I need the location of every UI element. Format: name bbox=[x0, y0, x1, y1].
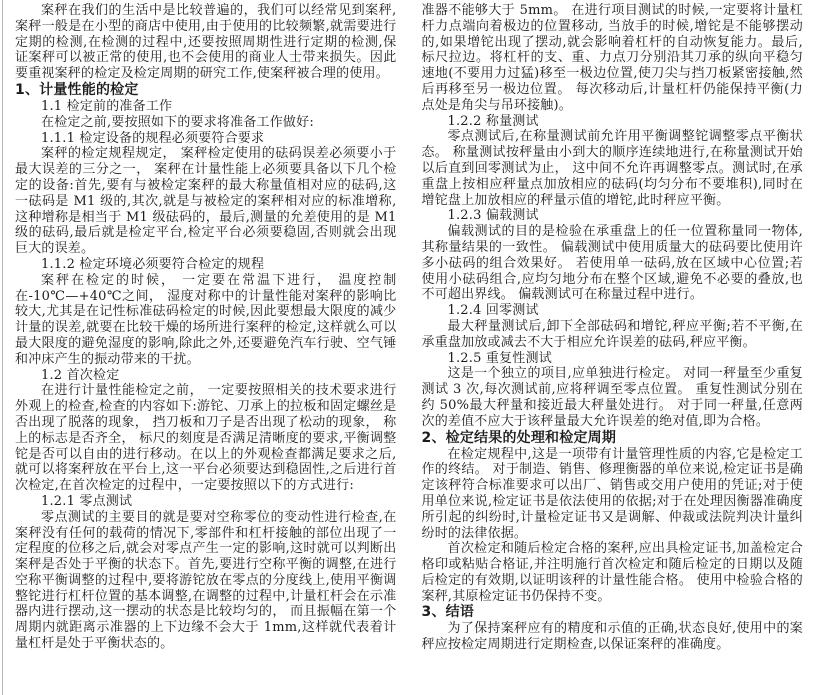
body-paragraph: 零点测试的主要目的就是要对空称零位的变动性进行检查,在案秤没有任何的载荷的情况下,零部件和杠杆接触的部位出现了一定程度的位移之后,就会对零点产生一定的影响,这时就可以判断出案秤是否处于平衡的状态下。首先,要进行空称平衡的调整,在进行空称平衡调整的过程中,要将游铊放在零点的分度线上,使用平衡调整铊进行杠杆位置的基本调整,在调整的过程中,计量杠杆会在示准器内进行摆动,这一摆动的状态是比较均匀的， 而且振幅在第一个周期内就距离示准器的上下边缘不会大于 1mm,这样就代表着计量杠杆是处于平衡状态的。 bbox=[15, 509, 397, 652]
two-column-layout bbox=[15, 3, 803, 653]
body-paragraph: 在检定之前,要按照如下的要求将准备工作做好: bbox=[41, 114, 314, 130]
subsection-heading: 1.2.1 零点测试 bbox=[41, 493, 133, 509]
body-paragraph: 为了保持案秤应有的精度和示值的正确,状态良好,使用中的案秤应按检定周期进行定期检查,以保证案秤的准确度。 bbox=[421, 621, 803, 653]
continued-paragraph: 准器不能够大于 5mm。 在进行项目测试的时候,一定要将计量杠杆力点端向着极边的位置移动, 当放手的时候,增铊是不能够摆动的,如果增铊出现了摆动,就会影响着杠杆的自动恢复能力。最后,标尺拉边。将杠杆的支、重、力点刀分别沿其刀承的纵向平稳匀速地(不要用力过猛)移至一极边位置,使刀尖与挡刀板紧密接触,然后再移至另一极边位置。 每次移动后,计量杠杆仍能保持平衡(力点处是角尖与吊环接触)。 bbox=[421, 3, 803, 113]
body-paragraph: 最大秤量测试后,卸下全部砝码和增铊,秤应平衡;若不平衡,在承重盘加放或减去不大于相应允许误差的砝码,秤应平衡。 bbox=[421, 318, 803, 350]
section-heading: 3、结语 bbox=[421, 604, 475, 621]
subsection-heading: 1.2 首次检定 bbox=[41, 367, 120, 383]
body-paragraph: 偏载测试的目的是检验在承重盘上的任一位置称量同一物体,其称量结果的一致性。 偏载测试中使用质量大的砝码要比使用许多小砝码的组合效果好。 若使用单一砝码,放在区域中心位置;若使用小砝码组合,应均匀地分布在整个区域,避免不必要的叠放,也不可超出界线。 偏载测试可在称量过程中进行。 bbox=[421, 224, 803, 303]
right-column bbox=[422, 3, 804, 653]
body-paragraph: 首次检定和随后检定合格的案秤,应出具检定证书,加盖检定合格印或粘贴合格证,并注明施行首次检定和随后检定的日期以及随后检定的有效期,以证明该秤的计量性能合格。 使用中检验合格的案秤,其原检定证书仍保持不变。 bbox=[421, 541, 803, 604]
subsection-heading: 1.2.4 回零测试 bbox=[447, 303, 539, 319]
body-paragraph: 案秤在我们的生活中是比较普遍的，我们可以经常见到案秤,案秤一般是在小型的商店中使用,由于使用的比较频繁,就需要进行定期的检测,在检测的过程中,还要按照周期性进行定期的检测,保证案秤可以被正常的使用,也不会使用的商业人士带来损失。因此要重视案秤的检定及检定周期的研究工作,使案秤被合理的使用。 bbox=[15, 3, 397, 82]
page-edge-rule bbox=[2, 0, 3, 695]
body-paragraph: 这是一个独立的项目,应单独进行检定。 对同一秤量至少重复测试 3 次,每次测试前,应将秤调至零点位置。 重复性测试分别在约 50%最大秤量和接近最大秤量处进行。 对于同一秤量,任意两次的差值不应大于该秤量最大允许误差的绝对值,即为合格。 bbox=[421, 366, 803, 429]
section-heading: 2、检定结果的处理和检定周期 bbox=[421, 429, 617, 446]
subsection-heading: 1.2.3 偏载测试 bbox=[447, 208, 539, 224]
section-heading: 1、计量性能的检定 bbox=[15, 81, 139, 98]
body-paragraph: 在检定规程中,这是一项带有计量管理性质的内容,它是检定工作的终结。 对于制造、销售、修理衡器的单位来说,检定证书是确定该秤符合标准要求可以出厂、销售或交用户使用的凭证;对于使用单位来说,检定证书是依法使用的依据;对于在处理因衡器准确度所引起的纠纷时,计量检定证书又是调解、仲裁或法院判决计量纠纷时的法律依据。 bbox=[421, 446, 803, 541]
subsection-heading: 1.2.5 重复性测试 bbox=[447, 350, 552, 366]
body-paragraph: 案秤在检定的时候， 一定要在常温下进行， 温度控制在-10℃—+40℃之间， 湿度对称中的计量性能对案秤的影响比较大,尤其是在记性标准砝码检定的时候,因此要想最大限度的减少计量的误差,就要在比较干燥的场所进行案秤的检定,这样就么可以最大限度的避免湿度的影响,除此之外,还要避免汽车行驶、空气锤和冲床产生的振动带来的干扰。 bbox=[15, 272, 397, 367]
subsection-heading: 1.1 检定前的准备工作 bbox=[41, 98, 173, 114]
subsection-heading: 1.2.2 称量测试 bbox=[447, 113, 539, 129]
left-column bbox=[15, 3, 397, 653]
subsection-heading: 1.1.1 检定设备的规程必须要符合要求 bbox=[41, 130, 265, 146]
subsection-heading: 1.1.2 检定环境必须要符合检定的规程 bbox=[41, 256, 265, 272]
body-paragraph: 零点测试后,在称量测试前允许用平衡调整铊调整零点平衡状态。 称量测试按秤量由小到大的顺序连续地进行,在称量测试开始以后直到回零测试为止， 这中间不允许再调整零点。测试时,在承重盘上按相应秤量点加放相应的砝码(均匀分布不要堆积),同时在增铊盘上加放相应的秤量示值的增铊,此时秤应平衡。 bbox=[421, 129, 803, 208]
body-paragraph: 在进行计量性能检定之前， 一定要按照相关的技术要求进行外观上的检查,检查的内容如下:游铊、刀承上的拉板和固定螺丝是否出现了脱落的现象， 挡刀板和刀子是否出现了松动的现象， 称上的标志是否齐全， 标尺的刻度是否满足清晰度的要求,平衡调整铊是否可以自由的进行移动。在以上的外观检查都满足要求之后,就可以将案秤放在平台上,这一平台必须要达到稳固性,之后进行首次检定,在首次检定的过程中，一定要按照以下的方式进行: bbox=[15, 383, 397, 494]
body-paragraph: 案秤的检定规程规定， 案秤检定使用的砝码误差必须要小于最大误差的三分之一， 案秤在计量性能上必须要具备以下几个检定的设备:首先,要有与被检定案秤的最大称量值相对应的砝码,这一砝码是 M1 级的,其次,就是与被检定的案秤相对应的标准增称,这种增称是相当于 M1 级砝码的，最后,测量的允差使用的是 M1 级的砝码,最后就是检定平台,检定平台必须要稳固,否则就会出现巨大的误差。 bbox=[15, 146, 397, 257]
